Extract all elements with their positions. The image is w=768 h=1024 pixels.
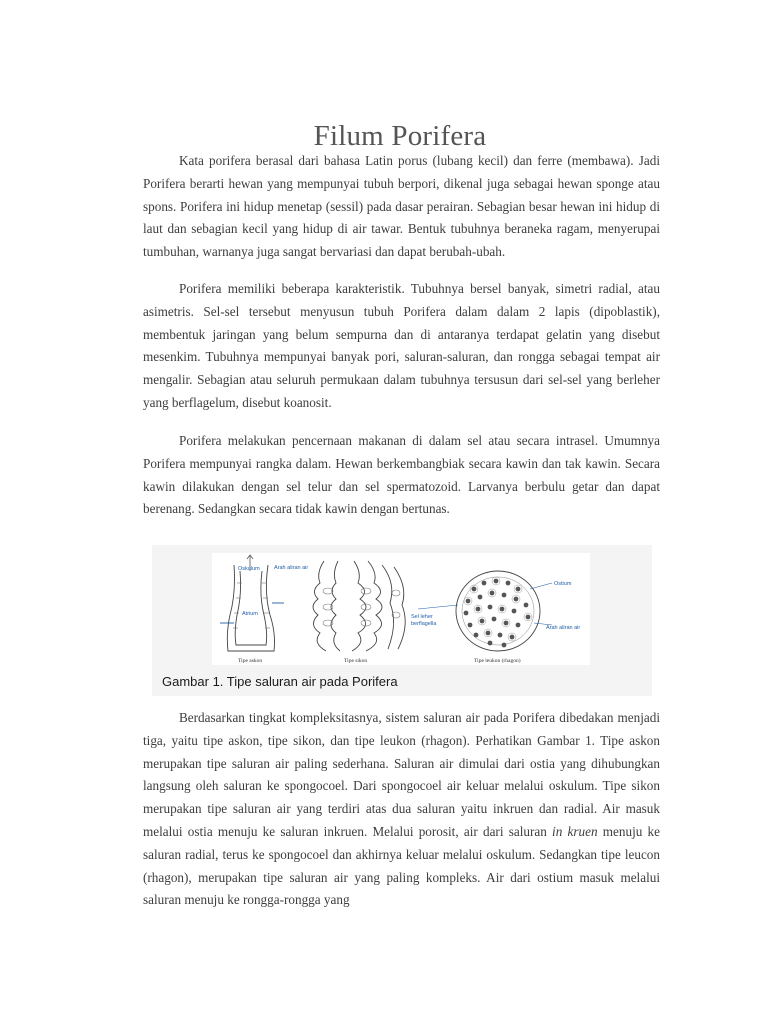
figure-illustration <box>212 553 590 665</box>
label-tipe-leukon: Tipe leukon (rhagon) <box>474 658 521 664</box>
sikon-diagram <box>313 561 405 651</box>
label-sel-leher: Sel leher <box>411 614 433 620</box>
label-tipe-sikon: Tipe sikon <box>344 658 368 664</box>
figure-caption: Gambar 1. Tipe saluran air pada Porifera <box>162 674 398 689</box>
leukon-diagram <box>418 571 552 651</box>
label-oskulum: Oskulum <box>238 566 260 572</box>
figure <box>152 545 652 696</box>
paragraph-canal-system-part2: menuju ke saluran radial, terus ke spongocoel dan akhirnya keluar melalui oskulum. Sedangkan tipe leucon (rhagon), merupakan tipe saluran air yang paling kompleks. Air dari ostium masuk melalui saluran menuju ke rongga-rongga yang <box>143 823 660 908</box>
label-atrium: Atrium <box>242 611 258 617</box>
porifera-canal-diagram <box>212 553 590 665</box>
paragraph-canal-system-italic: in kruen <box>552 823 598 839</box>
paragraph-intro: Kata porifera berasal dari bahasa Latin porus (lubang kecil) dan ferre (membawa). Jadi Porifera berarti hewan yang mempunyai tubuh berpori, dikenal juga sebagai hewan sponge atau spons. Porifera ini hidup menetap (sessil) pada dasar perairan. Sebagian besar hewan ini hidup di laut dan sebagian kecil yang hidup di air tawar. Bentuk tubuhnya beraneka ragam, menyerupai tumbuhan, warnanya juga sangat bervariasi dan dapat berubah-ubah. <box>143 153 660 260</box>
label-tipe-askon: Tipe askon <box>238 658 263 664</box>
paragraph-canal-system <box>143 707 660 912</box>
paragraph-characteristics: Porifera memiliki beberapa karakteristik. Tubuhnya bersel banyak, simetri radial, atau asimetris. Sel-sel tersebut menyusun tubuh Porifera dalam dalam 2 lapis (dipoblastik), membentuk jaringan yang belum sempurna dan di antaranya terdapat gelatin yang disebut mesenkim. Tubuhnya mempunyai banyak pori, saluran-saluran, dan rongga sebagai tempat air mengalir. Sebagian atau seluruh permukaan dalam tubuhnya tersusun dari sel-sel yang berleher yang berflagelum, disebut koanosit. <box>143 281 660 410</box>
paragraph-digestion: Porifera melakukan pencernaan makanan di dalam sel atau secara intrasel. Umumnya Porifera mempunyai rangka dalam. Hewan berkembangbiak secara kawin dan tak kawin. Secara kawin dilakukan dengan sel telur dan sel spermatozoid. Larvanya berbulu getar dan dapat berenang. Sedangkan secara tidak kawin dengan bertunas. <box>143 433 660 517</box>
label-arah-aliran-air: Arah aliran air <box>274 565 309 571</box>
label-arah-aliran-air-2: Arah aliran air <box>546 625 581 631</box>
label-ostium: Ostium <box>554 581 572 587</box>
label-berflagella: berflagella <box>411 621 437 627</box>
page-title: Filum Porifera <box>313 120 487 152</box>
paragraph-canal-system-part1: Berdasarkan tingkat kompleksitasnya, sistem saluran air pada Porifera dibedakan menjadi tiga, yaitu tipe askon, tipe sikon, dan tipe leukon (rhagon). Perhatikan Gambar 1. Tipe askon merupakan tipe saluran air paling sederhana. Saluran air dimulai dari ostia yang dihubungkan langsung oleh saluran ke spongocoel. Dari spongocoel air keluar melalui oskulum. Tipe sikon merupakan tipe saluran air yang terdiri atas dua saluran yaitu inkruen dan radial. Air masuk melalui ostia menuju ke saluran inkruen. Melalui porosit, air dari saluran <box>143 710 660 839</box>
